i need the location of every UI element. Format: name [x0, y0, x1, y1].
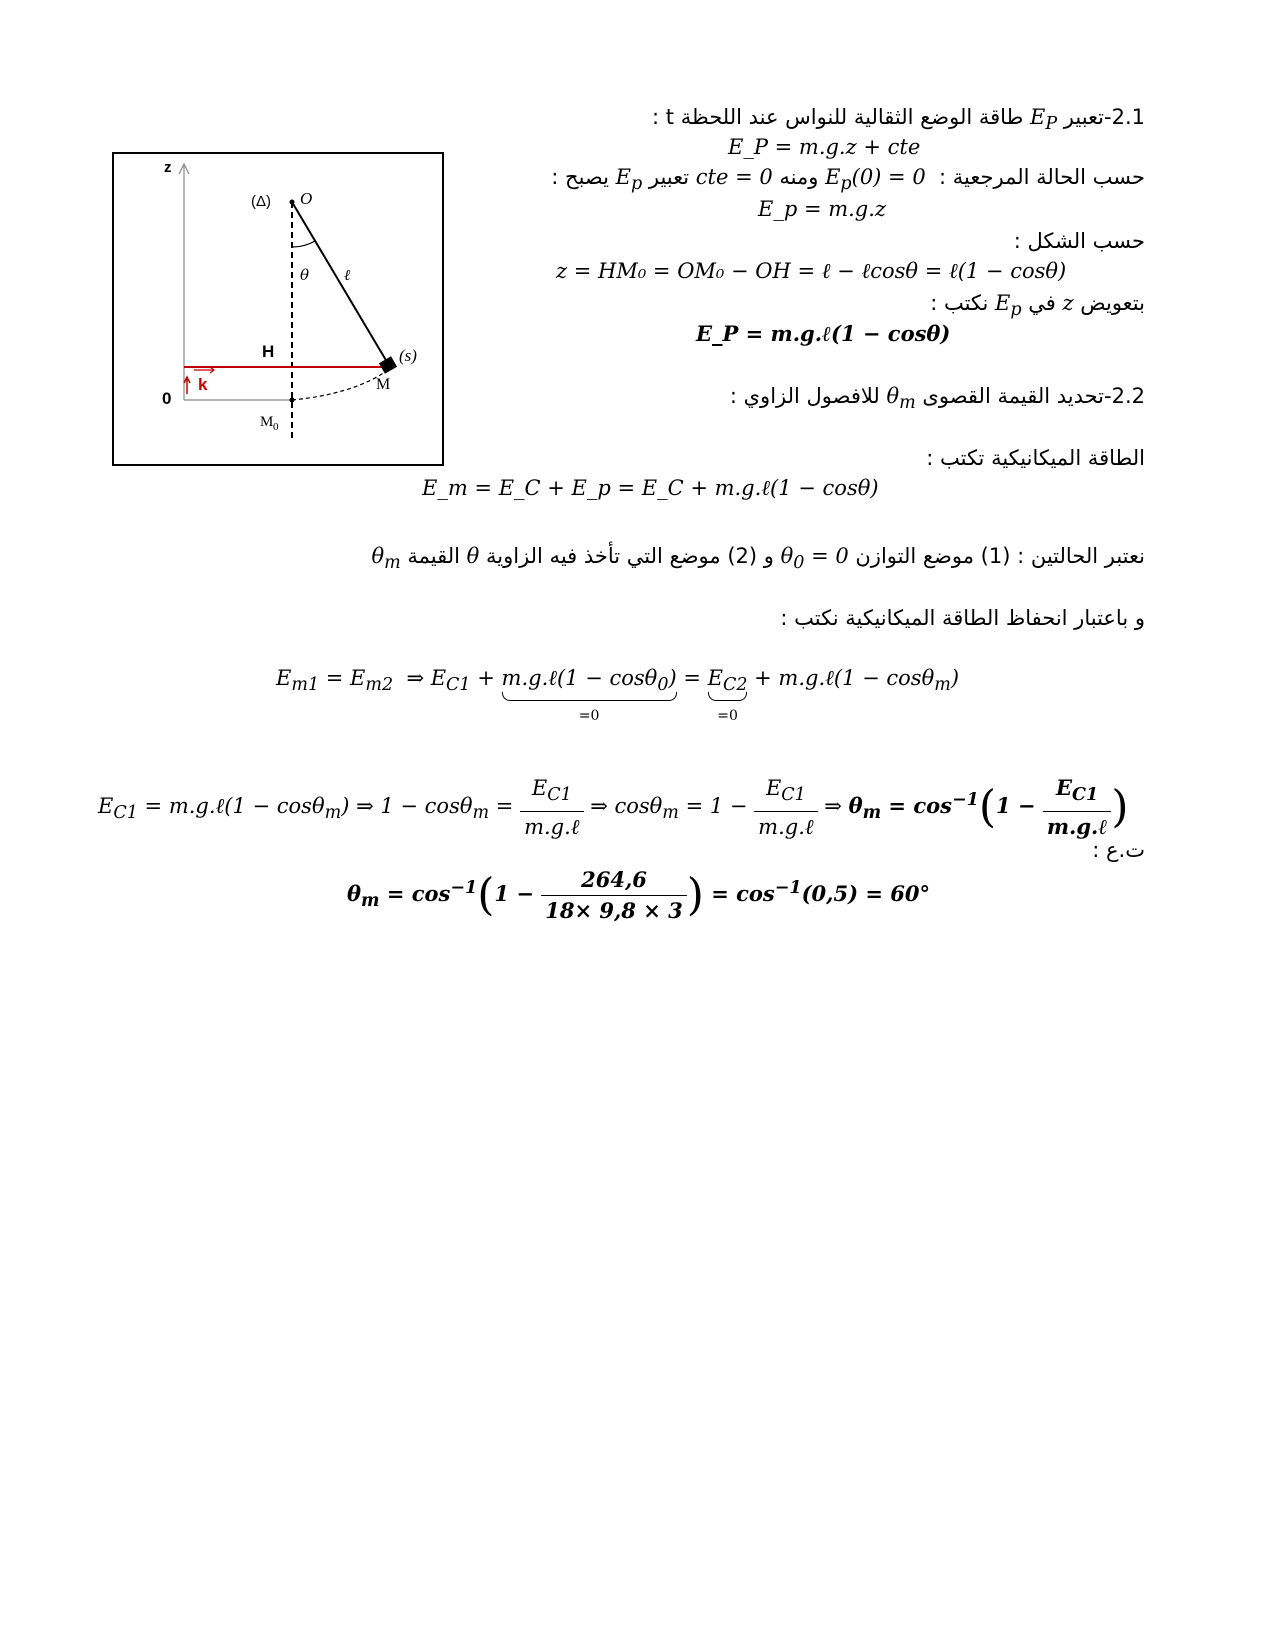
- pivot-label: (Δ): [251, 193, 272, 210]
- pendulum-string: [292, 202, 390, 367]
- mass-block: [379, 356, 397, 373]
- equation-numeric: $\theta_m = \cos^{-1}(1$ − $\frac{264,6}{18\times 9,8 \times 3}$ ) = $\cos^{-1}(0,5) = 60^\circ$: [347, 867, 930, 923]
- m0-label: M: [260, 414, 274, 430]
- conservation-line: و باعتبار انحفاظ الطاقة الميكانيكية نكتب :: [780, 606, 1145, 630]
- section-2-2-heading: 2.2-تحديد القيمة القصوى $\theta_m$ للافصول الزاوي :: [729, 384, 1145, 414]
- equilibrium-point: [290, 398, 295, 403]
- h-label: H: [262, 342, 275, 361]
- equation-conservation: $E_{m1} = E_{m2}$ ⇒ $E_{C1}$ + m.g.ℓ(1 − cosθ$_0$) =0 = $E_{C2}$ =0 + m.g.ℓ(1 − cosθ$_m$): [276, 666, 960, 724]
- two-states-line: نعتبر الحالتين : (1) موضع التوازن $\theta_0 = 0$ و (2) موضع التي تأخذ فيه الزاوية θ القيمة $\theta_m$: [371, 544, 1145, 574]
- geometry-line: حسب الشكل :: [1013, 229, 1145, 253]
- pivot-point: [290, 200, 295, 205]
- length-label: ℓ: [344, 266, 351, 284]
- equation-mechanical-energy: E_m = E_C + E_p = E_C + m.g.ℓ(1 − cosθ): [422, 476, 879, 500]
- equation-solve-theta: $E_{C1}$ = m.g.ℓ(1 − cosθ$_m$) ⇒ 1 − cosθ$_m$ = $\frac{E_{C1}}{\text{m.g.ℓ}}$ ⇒ cosθ$_m$ = 1 − $\frac{E_{C1}}{\text{m.g.ℓ}}$ ⇒ $\theta_m = \cos^{-1}(1$ − $\frac{E_{C1}}{\text{m.g.ℓ}}$ ): [98, 775, 1129, 839]
- equation-ep-final: E_P = m.g.ℓ(1 − cosθ): [696, 321, 951, 346]
- origin-label: O: [300, 189, 313, 208]
- section-2-1-heading: 2.1-تعبير $E_P$ طاقة الوضع الثقالية للنواس عند اللحظة t :: [652, 105, 1145, 135]
- equation-z: z = HM₀ = OM₀ − OH = ℓ − ℓcosθ = ℓ(1 − cosθ): [556, 259, 1067, 283]
- m0-subscript: 0: [273, 421, 279, 433]
- mass-label: (s): [399, 346, 417, 365]
- reference-state-line: حسب الحالة المرجعية : $E_p(0) = 0$ ومنه cte = 0 تعبير $E_p$ يصبح :: [551, 165, 1145, 195]
- angle-arc: [292, 241, 315, 247]
- pendulum-figure: [114, 154, 442, 464]
- substitute-line: بتعويض z في $E_p$ نكتب :: [930, 291, 1145, 321]
- mechanical-energy-line: الطاقة الميكانيكية تكتب :: [926, 446, 1145, 470]
- equation-ep-general: E_P = m.g.z + cte: [728, 135, 921, 159]
- angle-label: θ: [300, 266, 310, 284]
- equation-ep-mgz: E_p = m.g.z: [758, 197, 886, 221]
- m-label: M: [376, 376, 391, 393]
- zero-label: 0: [162, 389, 172, 408]
- z-axis-label: z: [164, 159, 172, 176]
- pendulum-diagram: [112, 152, 444, 466]
- k-label: k: [198, 375, 208, 394]
- numeric-label: ت.ع :: [1092, 838, 1145, 862]
- trajectory-arc: [292, 370, 391, 400]
